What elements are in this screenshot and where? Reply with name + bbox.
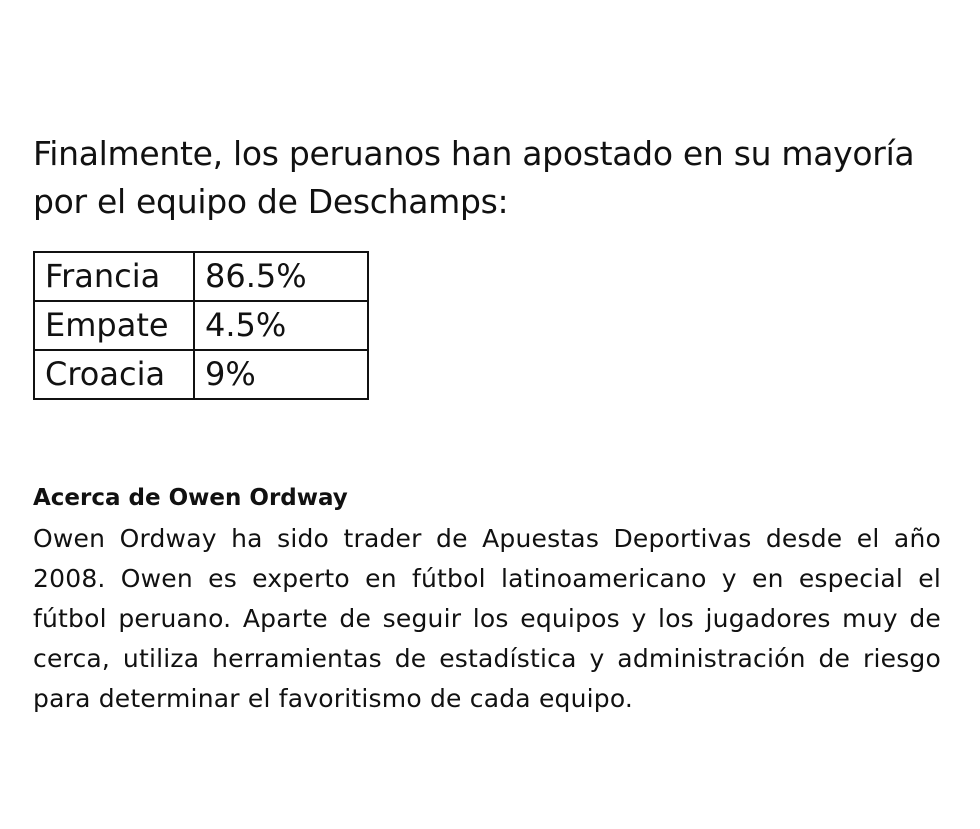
table-row [34, 252, 368, 301]
intro-paragraph: Finalmente, los peruanos han apostado en su mayoría por el equipo de Deschamps: [33, 134, 915, 221]
percentage-cell: 86.5% [194, 252, 368, 301]
about-heading: Acerca de Owen Ordway [33, 485, 348, 511]
team-cell: Empate [34, 301, 194, 350]
percentage-cell: 9% [194, 350, 368, 399]
team-cell: Francia [34, 252, 194, 301]
table-row [34, 350, 368, 399]
about-paragraph: Owen Ordway ha sido trader de Apuestas Deportivas desde el año 2008. Owen es experto en fútbol latinoamericano y en especial el fútbol peruano. Aparte de seguir los equipos y los jugadores muy de cerca, utiliza herramientas de estadística y administración de riesgo para determinar el favoritismo de cada equipo. [33, 524, 941, 713]
percentage-cell: 4.5% [194, 301, 368, 350]
document-page [33, 0, 943, 829]
odds-table [33, 251, 369, 400]
table-row [34, 301, 368, 350]
team-cell: Croacia [34, 350, 194, 399]
